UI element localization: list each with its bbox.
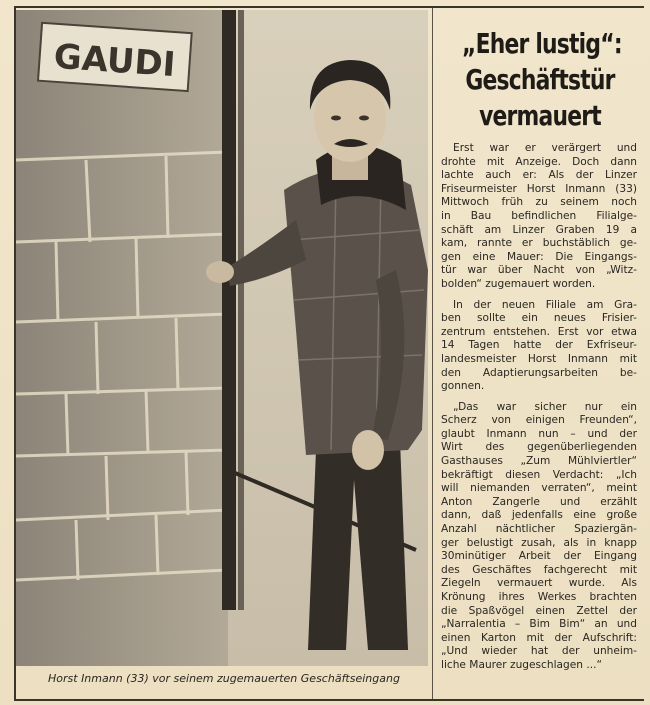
article-line: den Adaptierungsarbeiten be- — [441, 366, 637, 379]
article-paragraph — [441, 401, 637, 673]
headline-line-3: vermauert — [479, 99, 601, 132]
article-line: Krönung ihres Werkes brachten — [441, 591, 637, 603]
article-line: Anzahl nächtlicher Spaziergän- — [441, 523, 637, 536]
article-line: will niemanden verraten“, meint — [441, 482, 637, 495]
news-photo — [16, 10, 428, 666]
article-line: kam, rannte er buchstäblich ge- — [441, 237, 637, 250]
article-line: in Bau befindlichen Filialge- — [441, 209, 637, 222]
top-border-rule — [14, 6, 644, 8]
photo-caption: Horst Inmann (33) vor seinem zugemauerten Geschäftseingang — [48, 672, 400, 685]
article-line: bekräftigt diesen Verdacht: „Ich — [441, 468, 637, 481]
article-paragraph — [441, 299, 637, 394]
article-line: tür war über Nacht von „Witz- — [441, 264, 637, 277]
article-line: Wirt des gegenüberliegenden — [441, 441, 637, 454]
article-line: einen Karton mit der Aufschrift: — [441, 631, 637, 644]
article-line: 14 Tagen hatte der Exfriseur- — [441, 339, 637, 352]
article-line: „Das war sicher nur ein — [453, 400, 637, 413]
door-frame — [222, 10, 236, 610]
article-line: gen eine Mauer: Die Eingangs- — [441, 250, 637, 263]
bottom-border-rule — [14, 699, 644, 701]
headline — [462, 26, 622, 134]
article-line: Scherz von einigen Freunden“, — [441, 414, 637, 427]
article-line: lachte auch er: Als der Linzer — [441, 169, 637, 182]
article-line: „Und wieder hat der unheim- — [441, 645, 637, 658]
article-line: dann, daß jedenfalls eine große — [441, 509, 637, 522]
article-line: Erst war er verärgert und — [453, 142, 637, 154]
column-divider-rule — [432, 8, 433, 699]
article-line: schäft am Linzer Graben 19 a — [441, 223, 637, 236]
article-line: In der neuen Filiale am Gra- — [453, 298, 637, 311]
article-line: Anton Zangerle und erzählt — [441, 495, 637, 508]
gaudi-sign — [38, 23, 192, 91]
brick-wall — [16, 10, 228, 666]
article-line: 30minütiger Arbeit der Eingang — [441, 550, 637, 563]
article-body — [441, 142, 637, 680]
article-line: des Geschäftes fachgerecht mit — [441, 563, 637, 576]
article-line: die Spaßvögel einen Zettel der — [441, 604, 637, 617]
article-line: gonnen. — [441, 380, 485, 393]
article-line: bolden“ zugemauert worden. — [441, 277, 596, 290]
article-line: landesmeister Horst Inmann mit — [441, 352, 637, 365]
article-line: glaubt Inmann nun – und der — [441, 427, 637, 440]
article-line: Mittwoch früh zu seinem noch — [441, 196, 637, 209]
article-line: drohte mit Anzeige. Doch dann — [441, 155, 637, 168]
article-line: zentrum entstehen. Erst vor etwa — [441, 325, 637, 338]
article-line: Gasthauses „Zum Mühlviertler“ — [441, 455, 637, 468]
article-line: ger belustigt zusah, als in knapp — [441, 536, 637, 549]
article-line: „Narralentia – Bim Bim“ an und — [441, 618, 637, 631]
photo-illustration — [16, 10, 428, 666]
article-paragraph — [441, 142, 637, 292]
article-line: ben sollte ein neues Frisier- — [441, 312, 637, 325]
article-line: Ziegeln vermauert wurde. Als — [441, 577, 637, 590]
headline-line-1: „Eher lustig“: — [462, 27, 622, 60]
article-line: Friseurmeister Horst Inmann (33) — [441, 182, 637, 195]
article-line: liche Maurer zugeschlagen ...“ — [441, 658, 602, 671]
sign-text: GAUDI — [52, 36, 177, 86]
headline-line-2: Geschäftstür — [465, 63, 615, 96]
